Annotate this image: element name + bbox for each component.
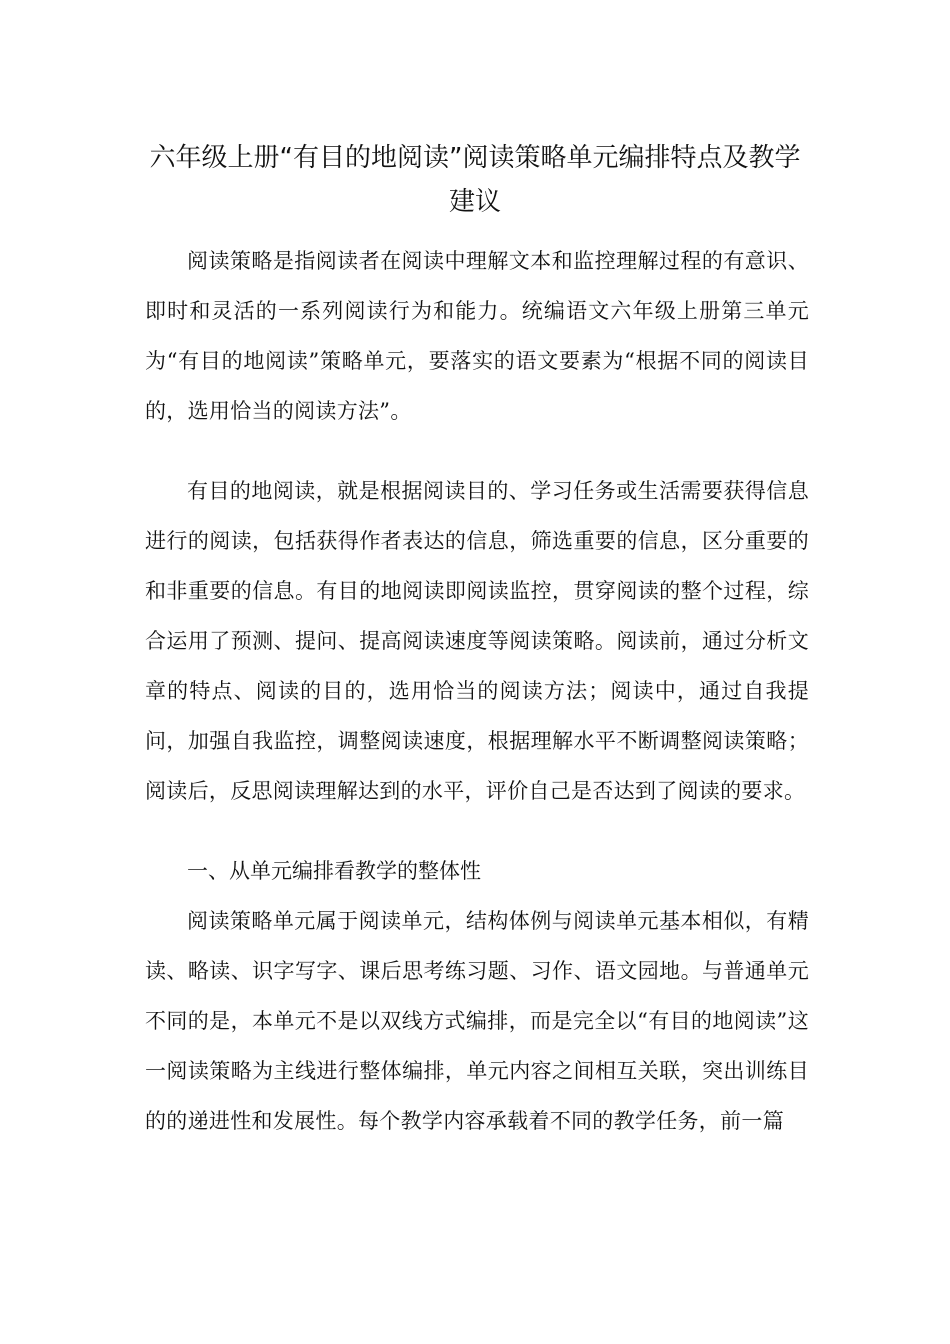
paragraph-purposeful-reading: 有目的地阅读，就是根据阅读目的、学习任务或生活需要获得信息进行的阅读，包括获得作者表达的信息，筛选重要的信息，区分重要的和非重要的信息。有目的地阅读即阅读监控，贯穿阅读的整个过程，综合运用了预测、提问、提高阅读速度等阅读策略。阅读前，通过分析文章的特点、阅读的目的，选用恰当的阅读方法；阅读中，通过自我提问，加强自我监控，调整阅读速度，根据理解水平不断调整阅读策略；阅读后，反思阅读理解达到的水平，评价自己是否达到了阅读的要求。 [145, 479, 809, 803]
document-title: 六年级上册“有目的地阅读”阅读策略单元编排特点及教学建议 [149, 143, 801, 217]
document-body [145, 236, 809, 1146]
section-heading: 一、从单元编排看教学的整体性 [187, 859, 481, 883]
paragraph-section-one: 阅读策略单元属于阅读单元，结构体例与阅读单元基本相似，有精读、略读、识字写字、课后思考练习题、习作、语文园地。与普通单元不同的是，本单元不是以双线方式编排，而是完全以“有目的地阅读”这一阅读策略为主线进行整体编排，单元内容之间相互关联，突出训练目的的递进性和发展性。每个教学内容承载着不同的教学任务，前一篇 [145, 909, 809, 1133]
paragraph-intro: 阅读策略是指阅读者在阅读中理解文本和监控理解过程的有意识、即时和灵活的一系列阅读行为和能力。统编语文六年级上册第三单元为“有目的地阅读”策略单元，要落实的语文要素为“根据不同的阅读目的，选用恰当的阅读方法”。 [145, 249, 809, 423]
